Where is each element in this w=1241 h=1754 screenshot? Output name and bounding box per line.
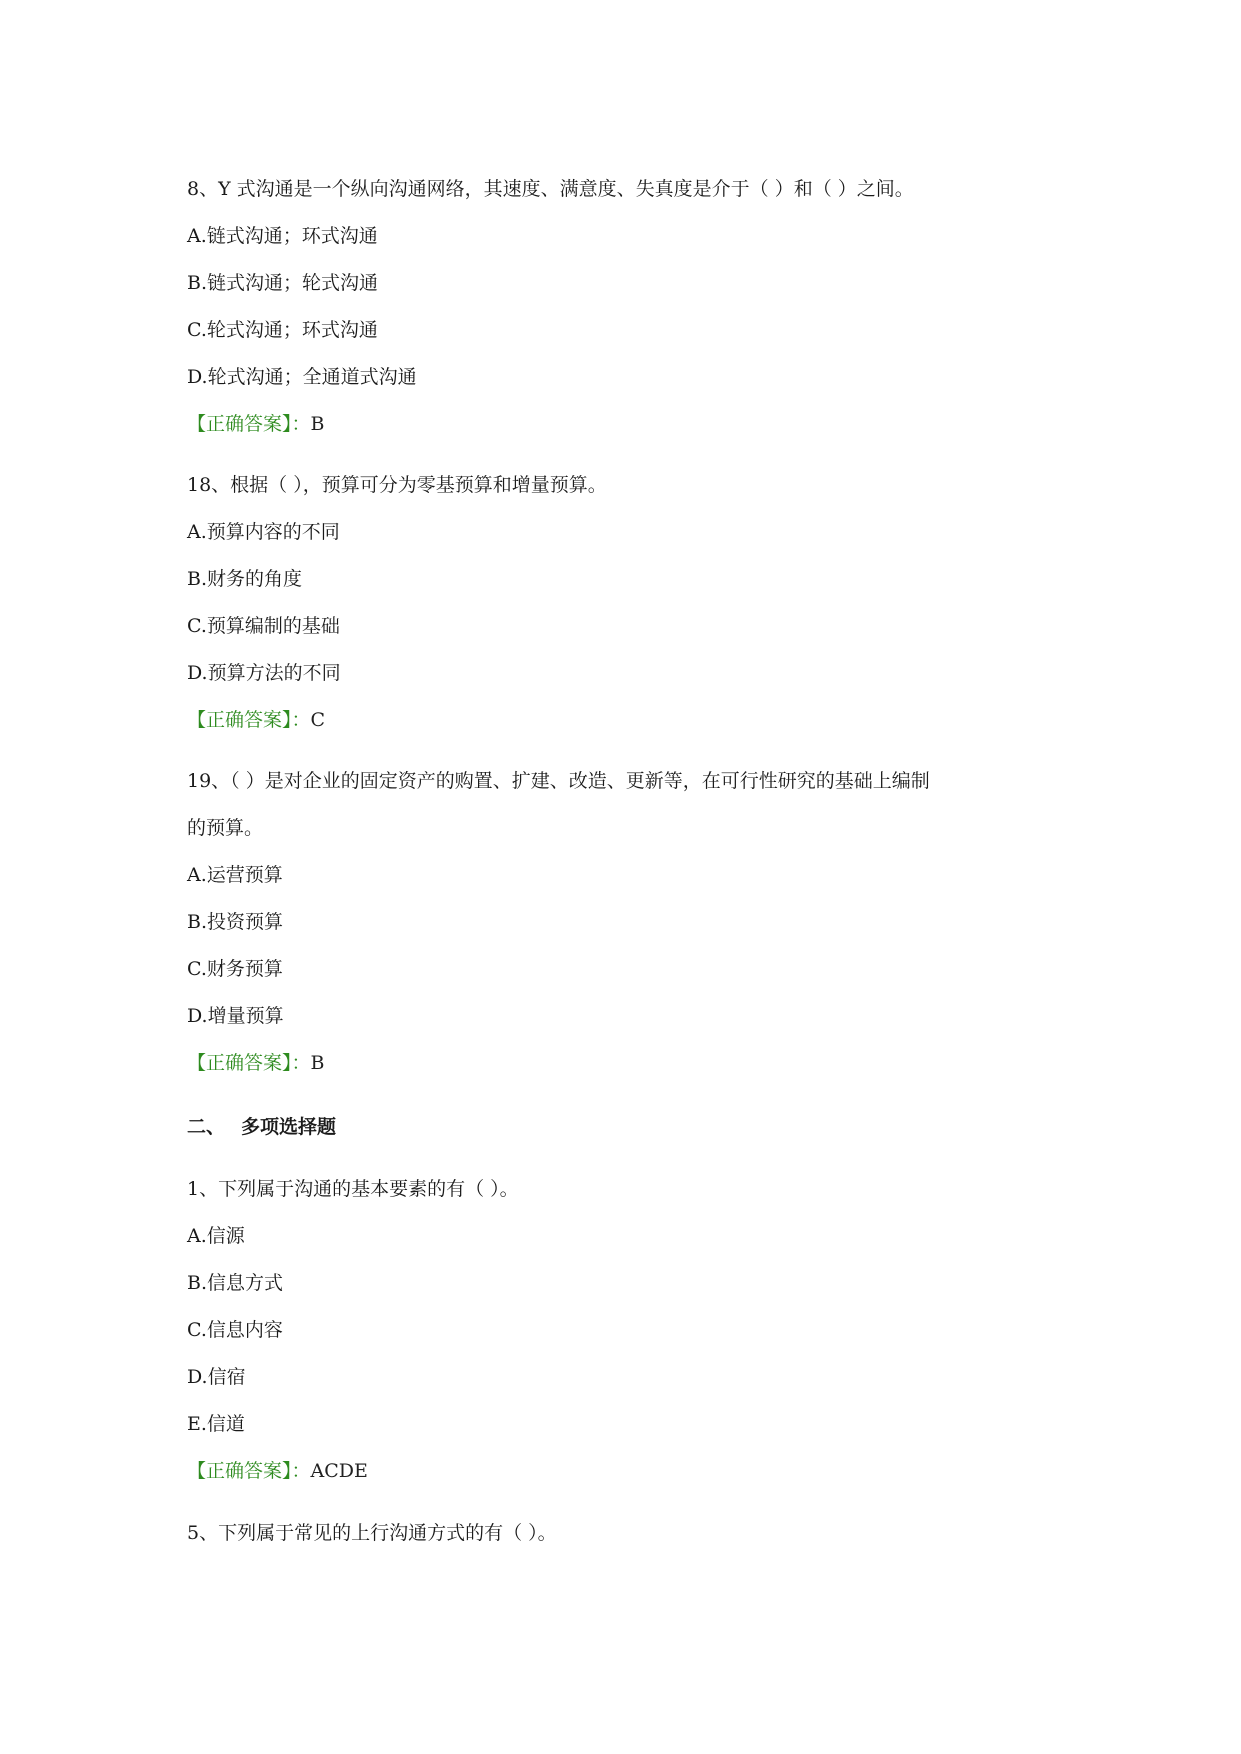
section-number: 二、 [187,1116,226,1138]
question-18-stem: 18、根据（ ），预算可分为零基预算和增量预算。 [187,474,607,496]
answer-value: ACDE [310,1460,368,1482]
section-heading [187,1114,336,1140]
question-8-stem: 8、Y 式沟通是一个纵向沟通网络，其速度、满意度、失真度是介于（ ）和（ ）之间。 [187,178,914,200]
answer-label: 【正确答案】： [187,413,311,435]
section-title: 多项选择题 [241,1116,337,1138]
question-8-option-b: B.链式沟通；轮式沟通 [187,272,379,294]
question-18-option-b: B.财务的角度 [187,568,303,590]
question-19-option-a: A.运营预算 [187,864,283,886]
multi-question-1-option-a: A.信源 [187,1225,245,1247]
question-8-option-a: A.链式沟通；环式沟通 [187,225,378,247]
question-19-option-c: C.财务预算 [187,958,283,980]
document-page [187,0,1087,1754]
answer-label: 【正确答案】： [187,1052,311,1074]
multi-question-1-option-b: B.信息方式 [187,1272,284,1294]
question-8-option-c: C.轮式沟通；环式沟通 [187,319,378,341]
question-18-option-d: D.预算方法的不同 [187,662,341,684]
question-19-answer [187,1050,324,1076]
multi-question-1-option-e: E.信道 [187,1413,245,1435]
question-18-option-a: A.预算内容的不同 [187,521,340,543]
answer-value: C [310,709,326,731]
question-8-option-d: D.轮式沟通；全通道式沟通 [187,366,417,388]
question-18-option-c: C.预算编制的基础 [187,615,340,637]
multi-question-5-stem: 5、下列属于常见的上行沟通方式的有（ ）。 [187,1522,557,1544]
answer-label: 【正确答案】： [187,1460,311,1482]
multi-question-1-answer [187,1458,368,1484]
answer-label: 【正确答案】： [187,709,311,731]
multi-question-1-option-c: C.信息内容 [187,1319,283,1341]
question-19-option-b: B.投资预算 [187,911,284,933]
multi-question-1-stem: 1、下列属于沟通的基本要素的有（ ）。 [187,1178,519,1200]
answer-value: B [310,413,325,435]
question-19-stem-line2: 的预算。 [187,817,264,839]
question-19-option-d: D.增量预算 [187,1005,284,1027]
answer-value: B [310,1052,325,1074]
question-18-answer [187,707,325,733]
question-19-stem-line1: 19、（ ）是对企业的固定资产的购置、扩建、改造、更新等，在可行性研究的基础上编制 [187,770,930,792]
question-8-answer [187,411,324,437]
multi-question-1-option-d: D.信宿 [187,1366,246,1388]
